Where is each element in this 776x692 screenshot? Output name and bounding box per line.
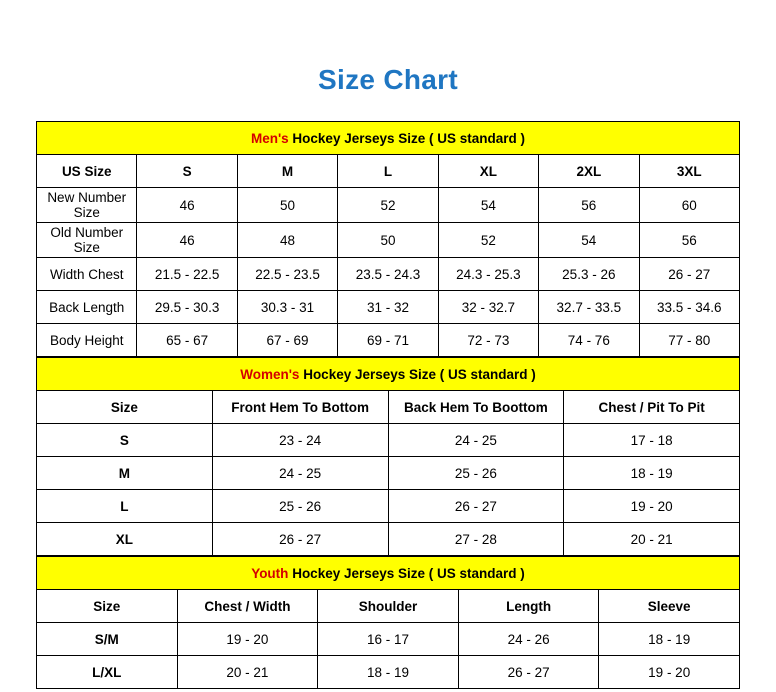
table-cell: 18 - 19	[599, 623, 740, 656]
table-cell: 31 - 32	[338, 291, 438, 324]
womens-size-table	[36, 357, 740, 556]
row-label: Body Height	[37, 324, 137, 357]
mens-header-cell: M	[237, 155, 337, 188]
table-cell: 50	[237, 188, 337, 223]
table-cell: 26 - 27	[388, 490, 564, 523]
row-label: M	[37, 457, 213, 490]
table-row	[37, 424, 740, 457]
row-label: L	[37, 490, 213, 523]
row-label: Back Length	[37, 291, 137, 324]
womens-band-cell	[37, 358, 740, 391]
table-cell: 24 - 25	[212, 457, 388, 490]
mens-header-cell: 2XL	[539, 155, 639, 188]
womens-header-cell: Back Hem To Boottom	[388, 391, 564, 424]
table-cell: 24 - 26	[458, 623, 599, 656]
table-cell: 69 - 71	[338, 324, 438, 357]
table-cell: 67 - 69	[237, 324, 337, 357]
table-cell: 22.5 - 23.5	[237, 258, 337, 291]
youth-header-cell: Sleeve	[599, 590, 740, 623]
row-label: Old Number Size	[37, 223, 137, 258]
table-row	[37, 324, 740, 357]
mens-size-table	[36, 121, 740, 357]
mens-band-accent: Men's	[250, 130, 289, 146]
youth-band-row	[37, 557, 740, 590]
table-cell: 18 - 19	[564, 457, 740, 490]
row-label: Width Chest	[37, 258, 137, 291]
table-row	[37, 291, 740, 324]
table-row	[37, 623, 740, 656]
youth-band-rest: Hockey Jerseys Size ( US standard )	[288, 565, 525, 581]
table-cell: 65 - 67	[137, 324, 237, 357]
table-cell: 26 - 27	[639, 258, 739, 291]
table-row	[37, 490, 740, 523]
table-row	[37, 523, 740, 556]
table-cell: 52	[338, 188, 438, 223]
table-cell: 23 - 24	[212, 424, 388, 457]
row-label: XL	[37, 523, 213, 556]
womens-band-accent: Women's	[240, 366, 300, 382]
table-cell: 56	[539, 188, 639, 223]
table-cell: 32.7 - 33.5	[539, 291, 639, 324]
table-cell: 17 - 18	[564, 424, 740, 457]
table-row	[37, 258, 740, 291]
table-cell: 46	[137, 223, 237, 258]
table-cell: 26 - 27	[458, 656, 599, 689]
table-row	[37, 223, 740, 258]
mens-band-row	[37, 122, 740, 155]
table-cell: 25 - 26	[212, 490, 388, 523]
row-label: S/M	[37, 623, 178, 656]
table-row	[37, 457, 740, 490]
table-cell: 30.3 - 31	[237, 291, 337, 324]
table-cell: 19 - 20	[564, 490, 740, 523]
size-chart-tables	[36, 121, 740, 689]
table-cell: 56	[639, 223, 739, 258]
table-cell: 52	[438, 223, 538, 258]
mens-band-cell	[37, 122, 740, 155]
table-row	[37, 188, 740, 223]
youth-band-accent: Youth	[251, 565, 289, 581]
mens-header-cell: S	[137, 155, 237, 188]
youth-header-cell: Size	[37, 590, 178, 623]
table-cell: 27 - 28	[388, 523, 564, 556]
mens-band-rest: Hockey Jerseys Size ( US standard )	[288, 130, 526, 146]
womens-band-rest: Hockey Jerseys Size ( US standard )	[299, 366, 536, 382]
table-cell: 77 - 80	[639, 324, 739, 357]
womens-header-row	[37, 391, 740, 424]
mens-header-cell: XL	[438, 155, 538, 188]
table-cell: 24.3 - 25.3	[438, 258, 538, 291]
row-label: S	[37, 424, 213, 457]
table-cell: 33.5 - 34.6	[639, 291, 739, 324]
table-row	[37, 656, 740, 689]
table-cell: 19 - 20	[599, 656, 740, 689]
table-cell: 74 - 76	[539, 324, 639, 357]
table-cell: 26 - 27	[212, 523, 388, 556]
youth-header-cell: Length	[458, 590, 599, 623]
mens-header-cell: US Size	[37, 155, 137, 188]
womens-band-row	[37, 358, 740, 391]
table-cell: 54	[539, 223, 639, 258]
table-cell: 50	[338, 223, 438, 258]
table-cell: 18 - 19	[318, 656, 459, 689]
table-cell: 46	[137, 188, 237, 223]
row-label: New Number Size	[37, 188, 137, 223]
womens-header-cell: Size	[37, 391, 213, 424]
mens-header-cell: L	[338, 155, 438, 188]
table-cell: 72 - 73	[438, 324, 538, 357]
table-cell: 20 - 21	[564, 523, 740, 556]
table-cell: 54	[438, 188, 538, 223]
table-cell: 16 - 17	[318, 623, 459, 656]
table-cell: 25 - 26	[388, 457, 564, 490]
womens-header-cell: Chest / Pit To Pit	[564, 391, 740, 424]
table-cell: 23.5 - 24.3	[338, 258, 438, 291]
table-cell: 21.5 - 22.5	[137, 258, 237, 291]
youth-size-table	[36, 556, 740, 689]
table-cell: 60	[639, 188, 739, 223]
page-title: Size Chart	[318, 64, 458, 95]
table-cell: 25.3 - 26	[539, 258, 639, 291]
table-cell: 32 - 32.7	[438, 291, 538, 324]
youth-header-row	[37, 590, 740, 623]
youth-header-cell: Chest / Width	[177, 590, 318, 623]
youth-band-cell	[37, 557, 740, 590]
row-label: L/XL	[37, 656, 178, 689]
youth-header-cell: Shoulder	[318, 590, 459, 623]
table-cell: 20 - 21	[177, 656, 318, 689]
table-cell: 29.5 - 30.3	[137, 291, 237, 324]
mens-header-row	[37, 155, 740, 188]
table-cell: 24 - 25	[388, 424, 564, 457]
table-cell: 19 - 20	[177, 623, 318, 656]
table-cell: 48	[237, 223, 337, 258]
mens-header-cell: 3XL	[639, 155, 739, 188]
womens-header-cell: Front Hem To Bottom	[212, 391, 388, 424]
